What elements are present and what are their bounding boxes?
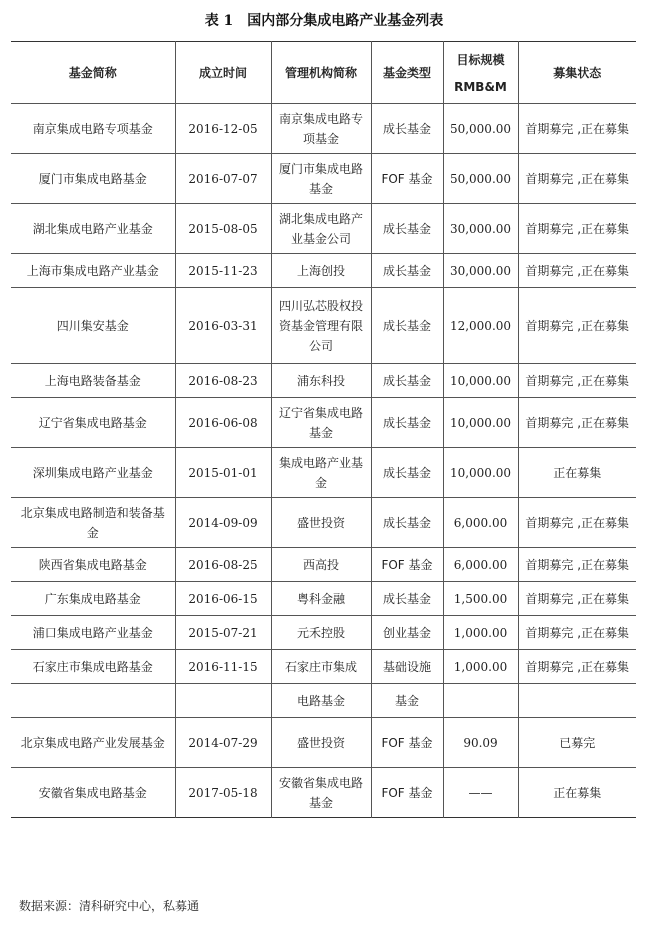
cell-manager: 西高投: [271, 548, 371, 582]
cell-date: 2016-12-05: [175, 104, 271, 154]
cell-manager: 四川弘芯股权投资基金管理有限公司: [271, 288, 371, 364]
cell-type: 创业基金: [371, 616, 443, 650]
cell-size: 10,000.00: [443, 448, 518, 498]
cell-manager: 浦东科投: [271, 364, 371, 398]
table-row: [11, 582, 636, 616]
header-date: 成立时间: [175, 42, 271, 104]
cell-manager: 盛世投资: [271, 498, 371, 548]
cell-name: 浦口集成电路产业基金: [32, 625, 153, 640]
cell-date: 2017-05-18: [175, 768, 271, 818]
cell-size: 1,000.00: [443, 616, 518, 650]
cell-date: 2015-08-05: [175, 204, 271, 254]
cell-status: 正在募集: [518, 448, 636, 498]
cell-status: 已募完: [518, 718, 636, 768]
cell-type: FOF 基金: [371, 718, 443, 768]
cell-size: [443, 684, 518, 718]
cell-date: 2015-11-23: [175, 254, 271, 288]
cell-name: 南京集成电路专项基金: [32, 121, 153, 136]
footnote: 数据来源：清科研究中心，私募通: [19, 899, 200, 913]
cell-status: 正在募集: [518, 768, 636, 818]
cell-size: 1,500.00: [443, 582, 518, 616]
cell-manager: 集成电路产业基金: [271, 448, 371, 498]
cell-type: 成长基金: [371, 254, 443, 288]
cell-status: 首期募完 ,正在募集: [518, 254, 636, 288]
cell-size: 10,000.00: [443, 364, 518, 398]
cell-size: 30,000.00: [443, 204, 518, 254]
cell-name: 厦门市集成电路基金: [38, 171, 147, 186]
cell-manager: 粤科金融: [271, 582, 371, 616]
table-row: [11, 616, 636, 650]
cell-status: 首期募完 ,正在募集: [518, 104, 636, 154]
cell-date: 2016-06-15: [175, 582, 271, 616]
table-row: [11, 448, 636, 498]
header-size-line1: 目标规模: [456, 53, 505, 67]
cell-type: 成长基金: [371, 498, 443, 548]
cell-type: 成长基金: [371, 364, 443, 398]
header-row: [11, 42, 636, 104]
cell-size: 6,000.00: [443, 548, 518, 582]
cell-status: 首期募完 ,正在募集: [518, 288, 636, 364]
cell-status: 首期募完 ,正在募集: [518, 398, 636, 448]
cell-name: 辽宁省集成电路基金: [38, 415, 147, 430]
table-row: [11, 288, 636, 364]
table-row: [11, 104, 636, 154]
cell-manager: 盛世投资: [271, 718, 371, 768]
table-row: [11, 548, 636, 582]
cell-date: 2016-11-15: [175, 650, 271, 684]
cell-status: 首期募完 ,正在募集: [518, 650, 636, 684]
cell-status: 首期募完 ,正在募集: [518, 582, 636, 616]
cell-date: 2016-07-07: [175, 154, 271, 204]
cell-name: 四川集安基金: [56, 318, 129, 333]
cell-name: 石家庄市集成电路基金: [32, 659, 153, 674]
table-row: [11, 254, 636, 288]
cell-status: 首期募完 ,正在募集: [518, 204, 636, 254]
table-row: [11, 398, 636, 448]
cell-manager: 上海创投: [271, 254, 371, 288]
cell-date: 2016-08-25: [175, 548, 271, 582]
cell-size: 50,000.00: [443, 104, 518, 154]
cell-type: 基金: [371, 684, 443, 718]
cell-type: FOF 基金: [371, 548, 443, 582]
cell-date: 2015-07-21: [175, 616, 271, 650]
cell-size: 10,000.00: [443, 398, 518, 448]
fund-table: [11, 41, 636, 818]
cell-size: 50,000.00: [443, 154, 518, 204]
cell-name: 深圳集成电路产业基金: [32, 465, 153, 480]
cell-manager: 湖北集成电路产业基金公司: [271, 204, 371, 254]
header-name: 基金简称: [68, 66, 117, 80]
cell-type: 成长基金: [371, 288, 443, 364]
cell-size: ——: [443, 768, 518, 818]
cell-name: 北京集成电路产业发展基金: [20, 735, 165, 750]
table-row: [11, 364, 636, 398]
cell-status: 首期募完 ,正在募集: [518, 364, 636, 398]
cell-type: 成长基金: [371, 104, 443, 154]
cell-name: 湖北集成电路产业基金: [32, 221, 153, 236]
cell-manager: 南京集成电路专项基金: [271, 104, 371, 154]
cell-date: 2016-06-08: [175, 398, 271, 448]
table-row: [11, 650, 636, 684]
cell-status: 首期募完 ,正在募集: [518, 548, 636, 582]
header-status: 募集状态: [518, 42, 636, 104]
cell-type: 成长基金: [371, 204, 443, 254]
cell-manager: 辽宁省集成电路基金: [271, 398, 371, 448]
cell-status: [518, 684, 636, 718]
cell-date: 2014-09-09: [175, 498, 271, 548]
cell-status: 首期募完 ,正在募集: [518, 154, 636, 204]
cell-name: 上海市集成电路产业基金: [26, 263, 159, 278]
cell-status: 首期募完 ,正在募集: [518, 616, 636, 650]
cell-size: 90.09: [443, 718, 518, 768]
cell-manager: 安徽省集成电路基金: [271, 768, 371, 818]
cell-name: 陕西省集成电路基金: [38, 557, 147, 572]
cell-name: 安徽省集成电路基金: [38, 785, 147, 800]
table-row: [11, 768, 636, 818]
header-type: 基金类型: [371, 42, 443, 104]
header-manager: 管理机构简称: [271, 42, 371, 104]
cell-size: 30,000.00: [443, 254, 518, 288]
cell-date: 2014-07-29: [175, 718, 271, 768]
cell-type: FOF 基金: [371, 768, 443, 818]
table-row: [11, 718, 636, 768]
header-size: [443, 42, 518, 104]
cell-size: 12,000.00: [443, 288, 518, 364]
cell-date: 2016-03-31: [175, 288, 271, 364]
cell-name: 广东集成电路基金: [44, 591, 141, 606]
table-row: [11, 154, 636, 204]
cell-status: 首期募完 ,正在募集: [518, 498, 636, 548]
table-row: [11, 204, 636, 254]
cell-date: 2015-01-01: [175, 448, 271, 498]
table-row: [11, 684, 636, 718]
cell-type: 成长基金: [371, 398, 443, 448]
cell-manager: 石家庄市集成: [271, 650, 371, 684]
cell-manager: 电路基金: [271, 684, 371, 718]
cell-date: [175, 684, 271, 718]
cell-size: 1,000.00: [443, 650, 518, 684]
cell-type: 成长基金: [371, 582, 443, 616]
header-size-line2: RMB&M: [454, 80, 507, 94]
cell-type: 成长基金: [371, 448, 443, 498]
cell-type: FOF 基金: [371, 154, 443, 204]
table-title: 表 1 国内部分集成电路产业基金列表: [204, 13, 444, 29]
table-row: [11, 498, 636, 548]
cell-name: 北京集成电路制造和装备基金: [20, 505, 165, 540]
cell-size: 6,000.00: [443, 498, 518, 548]
cell-name: [11, 684, 175, 718]
cell-date: 2016-08-23: [175, 364, 271, 398]
cell-manager: 元禾控股: [271, 616, 371, 650]
cell-name: 上海电路装备基金: [44, 373, 141, 388]
cell-manager: 厦门市集成电路基金: [271, 154, 371, 204]
cell-type: 基础设施: [371, 650, 443, 684]
